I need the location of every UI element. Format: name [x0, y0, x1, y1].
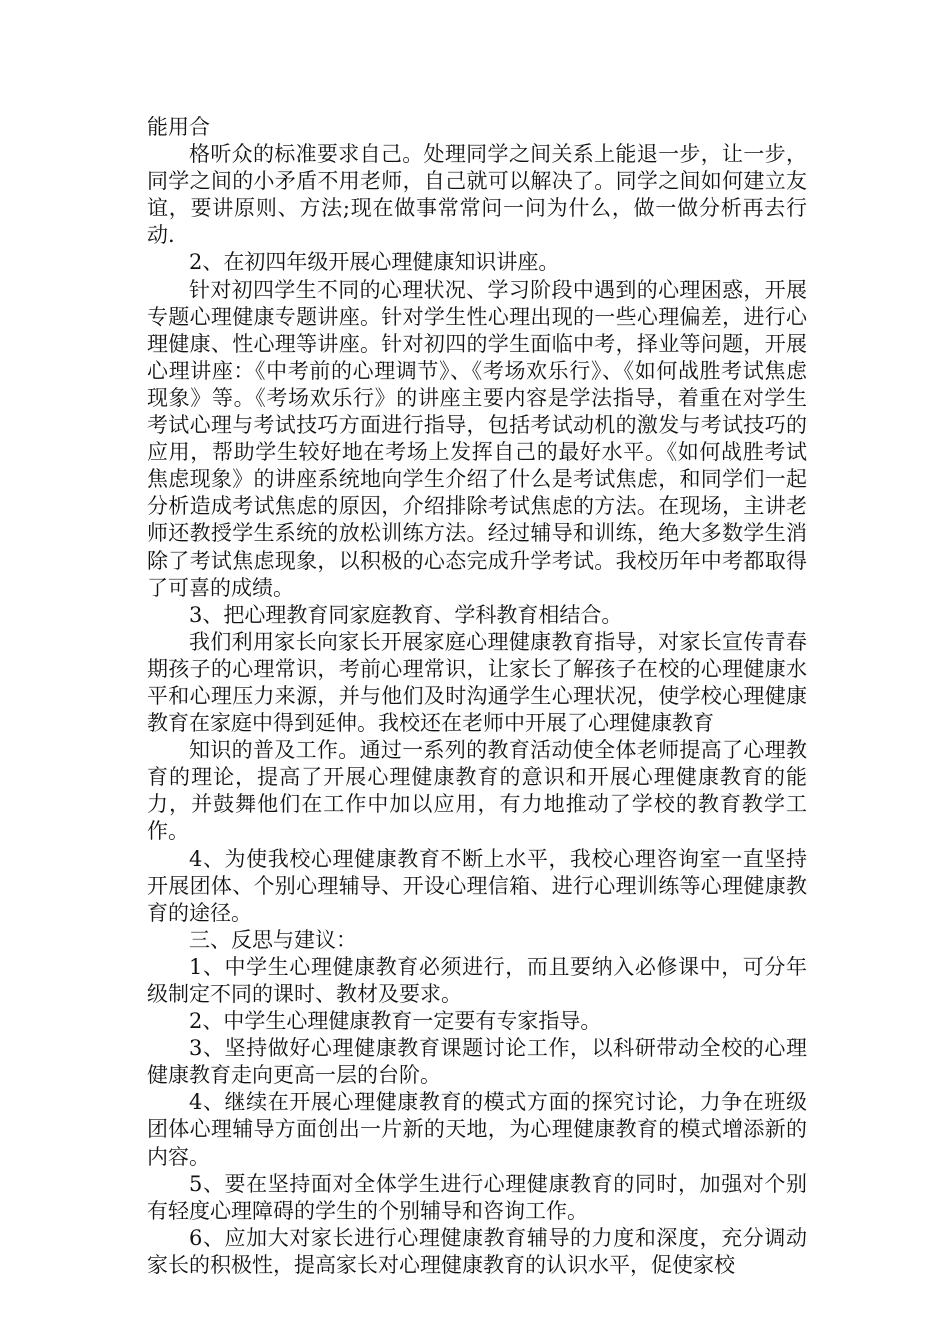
paragraph-continuation-heading: 能用合 [147, 115, 210, 139]
paragraph-lecture-details: 针对初四学生不同的心理状况、学习阶段中遇到的心理困惑，开展专题心理健康专题讲座。针对学生性心理出现的一些心理偏差，进行心理健康、性心理等讲座。针对初四的学生面临中考，择业等问题，开展心理讲座：《中考前的心理调节》、《考场欢乐行》、《如何战胜考试焦虑现象》等。《考场欢乐行》的讲座主要内容是学法指导，着重在对学生考试心理与考试技巧方面进行指导，包括考试动机的激发与考试技巧的应用，帮助学生较好地在考场上发挥自己的最好水平。《如何战胜考试焦虑现象》的讲座系统地向学生介绍了什么是考试焦虑，和同学们一起分析造成考试焦虑的原因，介绍排除考试焦虑的方法。在现场，主讲老师还教授学生系统的放松训练方法。经过辅导和训练，绝大多数学生消除了考试焦虑现象，以积极的心态完成升学考试。我校历年中考都取得了可喜的成绩。 [147, 277, 807, 600]
section-item-4: 4、为使我校心理健康教育不断上水平，我校心理咨询室一直坚持开展团体、个别心理辅导、开设心理信箱、进行心理训练等心理健康教育的途径。 [147, 846, 807, 925]
suggestion-6: 6、应加大对家长进行心理健康教育辅导的力度和深度，充分调动家长的积极性，提高家长对心理健康教育的认识水平，促使家校 [147, 1225, 807, 1277]
section-three-heading: 三、反思与建议： [189, 927, 357, 952]
paragraph-teacher-training: 知识的普及工作。通过一系列的教育活动使全体老师提高了心理教育的理论，提高了开展心理健康教育的意识和开展心理健康教育的能力，并鼓舞他们在工作中加以应用，有力地推动了学校的教育教学工作。 [147, 738, 807, 844]
suggestion-3: 3、坚持做好心理健康教育课题讨论工作，以科研带动全校的心理健康教育走向更高一层的台阶。 [147, 1036, 807, 1088]
suggestion-4: 4、继续在开展心理健康教育的模式方面的探究讨论，力争在班级团体心理辅导方面创出一片新的天地，为心理健康教育的模式增添新的内容。 [147, 1090, 807, 1169]
section-item-2-heading: 2、在初四年级开展心理健康知识讲座。 [189, 250, 560, 275]
paragraph-family-education: 我们利用家长向家长开展家庭心理健康教育指导，对家长宣传青春期孩子的心理常识，考前心理常识，让家长了解孩子在校的心理健康水平和心理压力来源，并与他们及时沟通学生心理状况，使学校心理健康教育在家庭中得到延伸。我校还在老师中开展了心理健康教育 [147, 629, 807, 736]
suggestion-1: 1、中学生心理健康教育必须进行，而且要纳入必修课中，可分年级制定不同的课时、教材及要求。 [147, 954, 807, 1006]
suggestion-2: 2、中学生心理健康教育一定要有专家指导。 [189, 1009, 602, 1034]
suggestion-5: 5、要在坚持面对全体学生进行心理健康教育的同时，加强对个别有轻度心理障碍的学生的个别辅导和咨询工作。 [147, 1171, 807, 1223]
document-body [147, 114, 807, 1279]
section-item-3-heading: 3、把心理教育同家庭教育、学科教育相结合。 [189, 602, 623, 627]
paragraph-self-requirements: 格听众的标准要求自己。处理同学之间关系上能退一步，让一步，同学之间的小矛盾不用老师，自己就可以解决了。同学之间如何建立友谊，要讲原则、方法;现在做事常常问一问为什么，做一做分析再去行动. [147, 142, 807, 248]
